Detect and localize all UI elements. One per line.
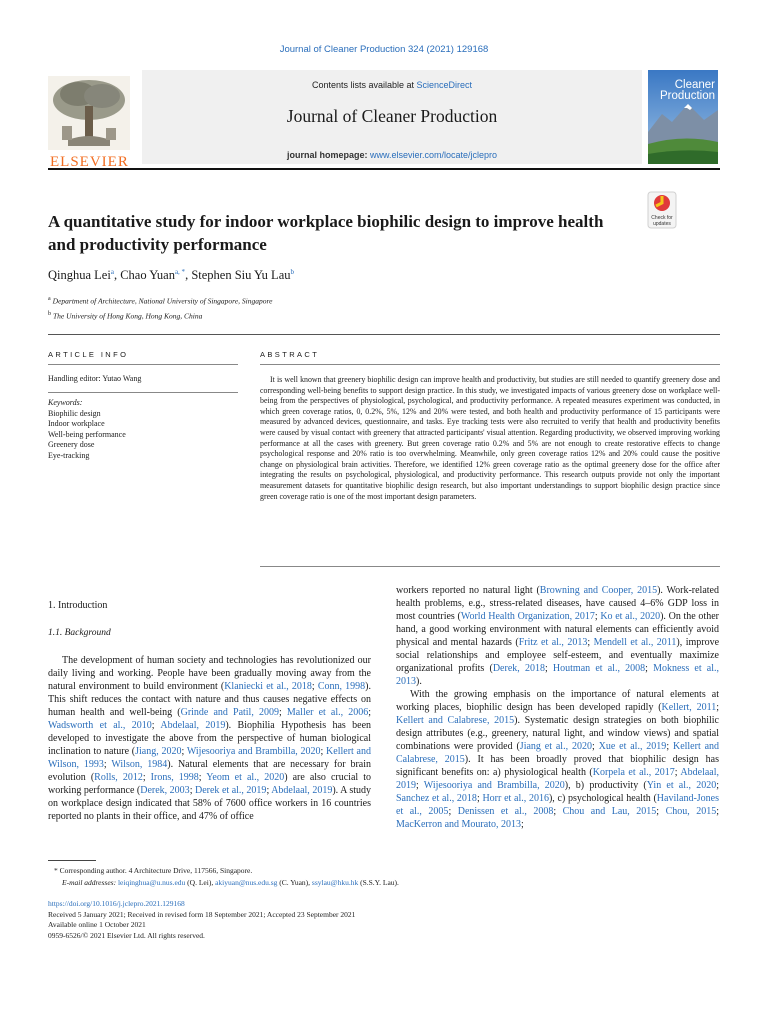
article-info-rule	[48, 364, 238, 365]
text-run: ;	[278, 707, 287, 718]
keyword-item: Eye-tracking	[48, 450, 90, 460]
email-link[interactable]: ssylau@hku.hk	[311, 878, 359, 887]
article-info-heading: ARTICLE INFO	[48, 350, 129, 359]
text-run: ;	[594, 611, 601, 622]
author-separator: ,	[185, 268, 192, 283]
citation-link[interactable]: Wadsworth et al., 2010	[48, 720, 152, 731]
cover-title-line-2: Production	[660, 90, 715, 102]
text-run: ;	[553, 806, 563, 817]
subsection-heading-background: 1.1. Background	[48, 628, 111, 638]
citation-link[interactable]: Kellert and Wilson, 1993	[48, 746, 372, 770]
text-run: ). Systematic design strategies on both biophilic design attributes (e.g., greenery, natural light, and window views) and spatial combinations were provided (	[396, 715, 719, 752]
keywords-label: Keywords:	[48, 398, 83, 407]
contents-line	[142, 80, 642, 90]
elsevier-tree-logo[interactable]	[48, 76, 130, 170]
text-run: ;	[591, 741, 599, 752]
text-run: ;	[368, 707, 372, 718]
body-column-right	[396, 584, 719, 831]
abstract-rule-2	[260, 566, 720, 567]
article-info-rule-2	[48, 392, 238, 393]
contents-prefix: Contents lists available at	[311, 80, 417, 90]
text-run: ;	[448, 806, 458, 817]
email-link[interactable]: leiqinghua@u.nus.edu	[117, 878, 186, 887]
citation-link[interactable]: Abdelaal, 2019	[271, 785, 333, 796]
corresponding-author-note: * Corresponding author. 4 Architecture Drive, 117566, Singapore.	[54, 866, 253, 875]
text-run: ;	[587, 637, 594, 648]
email-owner: (C. Yuan),	[277, 878, 312, 887]
received-dates: Received 5 January 2021; Received in revised form 18 September 2021; Accepted 23 September 2021	[48, 909, 356, 919]
citation-link[interactable]: Ko et al., 2020	[600, 611, 661, 622]
text-run: ;	[142, 772, 151, 783]
text-run: ;	[716, 806, 720, 817]
affiliation-row	[48, 293, 272, 308]
handling-editor: Handling editor: Yutao Wang	[48, 374, 142, 383]
affiliations	[48, 293, 272, 322]
footnote-rule	[48, 860, 96, 861]
text-run: ;	[544, 663, 553, 674]
text-run: ), b) productivity (	[564, 780, 647, 791]
author-affiliation-marker[interactable]: a, *	[174, 268, 186, 276]
text-run: ;	[645, 663, 654, 674]
citation-link[interactable]: Abdelaal, 2019	[160, 720, 226, 731]
crossmark-label-2: updates	[653, 221, 671, 227]
citation-link[interactable]: Abdelaal, 2019	[396, 767, 720, 791]
paragraph	[396, 584, 719, 688]
text-run: ;	[311, 681, 318, 692]
citation-link[interactable]: Rolls, 2012	[94, 772, 143, 783]
paragraph	[396, 688, 719, 831]
homepage-line	[142, 150, 642, 160]
citation-link[interactable]: Wilson, 1984	[111, 759, 168, 770]
journal-cover-image[interactable]	[648, 70, 718, 164]
elsevier-wordmark: ELSEVIER	[50, 154, 129, 170]
keywords-list	[48, 398, 126, 462]
text-run: ). A study on workplace design indicated that 58% of 7600 office workers in 16 countries reported no plants in their office, and 47% of office	[48, 785, 371, 822]
citation-link[interactable]: Mendell et al., 2011	[593, 637, 677, 648]
citation-link[interactable]: Yeom et al., 2020	[206, 772, 285, 783]
affiliation-marker: a	[48, 296, 51, 302]
text-run: ) are also crucial to working performance (	[48, 772, 371, 796]
abstract-text: It is well known that greenery biophilic design can improve health and productivity, but studies are still needed to quantify greenery dose and corresponding well-being benefits to support design practice. In this study, we investigated impacts of various greenery dose on workplace well-being from the perspectives of physiological, psychological, and productivity performance. A repeated measures experiment was conducted, in which green coverage ratios, 0, 0.2%, 5%, 12% and 20% were tested, and both health and productivity performance of 15 participants were measured by advanced devices, questionnaire, and tasks. Eye tracking tests were also recruited to verify that health and productivity benefits were caused by visual contact with greenery that attracted participants' visual attention. Regarding productivity, we observed improving working performance at all the cases with greenery. But green coverage ratio 0.2% and 5% are not enough to create restorative effects to change psychological response and 20% ratio is too overwhelming. Meanwhile, only green coverage ratios 12% and 20% could cause the positive change on physiological brain activities. Therefore, we identified 12% green coverage ratio as the optimal greenery dose for the office after integrating the results on psychological, physiological, and productivity performance. This research outputs provide not only the important measurement datasets for quantitative biophilic design research, but also important understandings to support biophilic design practice since green coverage ratio is one of the most important design parameters.	[260, 375, 720, 501]
citation-link[interactable]: Derek, 2003	[140, 785, 190, 796]
text-run: ). This shift reduces the contact with nature and thus causes negative effects on human health and well-being (	[48, 681, 371, 718]
crossmark-label-1: Check for	[651, 215, 673, 221]
text-run: ). Work-related health problems, e.g., stress-related diseases, have caused 4–6% GDP loss in most countries (	[396, 585, 719, 622]
journal-citation[interactable]: Journal of Cleaner Production 324 (2021) 129168	[279, 44, 489, 55]
author-name[interactable]: Chao Yuan	[120, 268, 175, 283]
text-run: ).	[416, 676, 422, 687]
citation-link[interactable]: Xue et al., 2019	[598, 741, 667, 752]
author-name[interactable]: Qinghua Lei	[48, 268, 111, 283]
email-owner: (S.S.Y. Lau).	[358, 878, 399, 887]
email-addresses	[62, 878, 399, 887]
text-run: ;	[520, 819, 524, 830]
affiliation-text: The University of Hong Kong, Hong Kong, China	[53, 311, 203, 320]
citation-link[interactable]: Mokness et al., 2013	[396, 663, 720, 687]
article-title: A quantitative study for indoor workplace biophilic design to improve health and productivity performance	[48, 212, 604, 254]
text-run: ;	[266, 785, 272, 796]
text-run: ;	[181, 746, 187, 757]
copyright-notice: 0959-6526/© 2021 Elsevier Ltd. All rights reserved.	[48, 930, 205, 940]
affiliation-row	[48, 308, 272, 323]
citation-link[interactable]: Wijesooriya and Brambilla, 2020	[423, 780, 565, 791]
text-run: ;	[656, 806, 666, 817]
text-run: ), c) psychological health (	[548, 793, 657, 804]
email-label: E-mail addresses:	[62, 878, 118, 887]
author-list	[48, 268, 294, 283]
text-run: ). Biophilia Hypothesis has been developed to investigate the above from the perspective of human biological inclination to nature (	[48, 720, 372, 757]
text-run: ;	[151, 720, 161, 731]
text-run: ;	[476, 793, 483, 804]
text-run: ). On the other hand, a good working environment with natural elements can efficiently avoid physical and mental hazards (	[396, 611, 719, 648]
text-run: workers reported no natural light (	[396, 585, 540, 596]
citation-link[interactable]: Horr et al., 2016	[482, 793, 549, 804]
header-divider	[48, 168, 720, 170]
email-owner: (Q. Lei),	[185, 878, 216, 887]
text-run: ;	[198, 772, 207, 783]
text-run: ;	[716, 702, 719, 713]
title-divider	[48, 334, 720, 335]
email-link[interactable]: akiyuan@nus.edu.sg	[215, 878, 278, 887]
keyword-item: Indoor workplace	[48, 419, 105, 429]
citation-link[interactable]: Yin et al., 2020	[646, 780, 717, 791]
citation-link[interactable]: Jiang et al., 2020	[519, 741, 592, 752]
text-run: With the growing emphasis on the importance of natural elements at working places, biophilic design has been developed rapidly (	[396, 689, 719, 713]
citation-link[interactable]: Kellert, 2011	[661, 702, 717, 713]
citation-link[interactable]: Sanchez et al., 2018	[396, 793, 477, 804]
citation-link[interactable]: Maller et al., 2006	[286, 707, 369, 718]
body-column-left	[48, 654, 371, 823]
cover-title	[660, 80, 715, 102]
homepage-prefix: journal homepage:	[286, 150, 370, 160]
citation-link[interactable]: Grinde and Patil, 2009	[180, 707, 279, 718]
text-run: ;	[103, 759, 112, 770]
journal-title[interactable]: Journal of Cleaner Production	[286, 106, 498, 126]
citation-link[interactable]: Fritz et al., 2013	[518, 637, 588, 648]
text-run: ;	[189, 785, 195, 796]
citation-link[interactable]: Wijesooriya and Brambilla, 2020	[186, 746, 321, 757]
keyword-item: Biophilic design	[48, 408, 101, 418]
author-name[interactable]: Stephen Siu Yu Lau	[191, 268, 291, 283]
author-affiliation-marker[interactable]: b	[290, 268, 294, 276]
publication-history	[48, 899, 355, 941]
citation-link[interactable]: Irons, 1998	[150, 772, 199, 783]
citation-link[interactable]: Jiang, 2020	[135, 746, 182, 757]
keyword-item: Greenery dose	[48, 440, 95, 450]
text-run: ;	[320, 746, 327, 757]
citation-link[interactable]: Denissen et al., 2008	[457, 806, 554, 817]
text-run: ;	[416, 780, 424, 791]
author-separator: ,	[113, 268, 121, 283]
citation-link[interactable]: Browning and Cooper, 2015	[539, 585, 658, 596]
section-heading-introduction: 1. Introduction	[48, 600, 108, 611]
citation-link[interactable]: Chou, 2015	[665, 806, 717, 817]
text-run: ;	[666, 741, 673, 752]
affiliation-marker: b	[48, 310, 51, 317]
citation-link[interactable]: Derek et al., 2019	[195, 785, 267, 796]
citation-link[interactable]: Haviland-Jones et al., 2005	[396, 793, 720, 817]
online-date: Available online 1 October 2021	[48, 920, 146, 930]
citation-link[interactable]: Korpela et al., 2017	[592, 767, 675, 778]
citation-link[interactable]: Chou and Lau, 2015	[562, 806, 657, 817]
affiliation-text: Department of Architecture, National University of Singapore, Singapore	[52, 296, 273, 306]
text-run: ), improve social relationships and employee self-esteem, and eventually maximize organizational profits (	[396, 637, 720, 674]
text-run: ;	[674, 767, 681, 778]
tree-illustration-icon	[48, 76, 130, 150]
check-for-updates-badge[interactable]	[644, 190, 680, 230]
sciencedirect-link[interactable]: ScienceDirect	[416, 80, 473, 90]
text-run: The development of human society and technologies has revolutionized our daily living and working. People have been gradually moving away from the natural environment to build environment (	[48, 655, 371, 692]
citation-link[interactable]: World Health Organization, 2017	[460, 611, 595, 622]
abstract-rule	[260, 364, 720, 365]
citation-link[interactable]: Conn, 1998	[317, 681, 366, 692]
citation-link[interactable]: Kellert and Calabrese, 2015	[396, 715, 515, 726]
citation-link[interactable]: Derek, 2018	[492, 663, 545, 674]
text-run: ). Natural elements that are necessary for brain evolution (	[48, 759, 371, 783]
citation-link[interactable]: Klaniecki et al., 2018	[224, 681, 312, 692]
cover-title-line-1: Cleaner	[674, 79, 715, 91]
doi-link[interactable]: https://doi.org/10.1016/j.jclepro.2021.129168	[48, 899, 185, 908]
author-affiliation-marker[interactable]: a	[110, 268, 114, 276]
citation-link[interactable]: Kellert and Calabrese, 2015	[396, 741, 720, 765]
text-run: ;	[716, 780, 719, 791]
homepage-link[interactable]: www.elsevier.com/locate/jclepro	[369, 150, 498, 160]
abstract-heading: ABSTRACT	[260, 350, 320, 359]
journal-header	[48, 70, 720, 170]
keyword-item: Well-being performance	[48, 429, 126, 439]
text-run: ). It has been broadly proved that biophilic design has significant benefits on: a) physiological health (	[396, 754, 719, 778]
citation-link[interactable]: MacKerron and Mourato, 2013	[396, 819, 521, 830]
keyword-items	[48, 409, 126, 462]
crossmark-icon	[644, 190, 680, 230]
citation-link[interactable]: Houtman et al., 2008	[552, 663, 646, 674]
journal-banner	[142, 70, 642, 164]
